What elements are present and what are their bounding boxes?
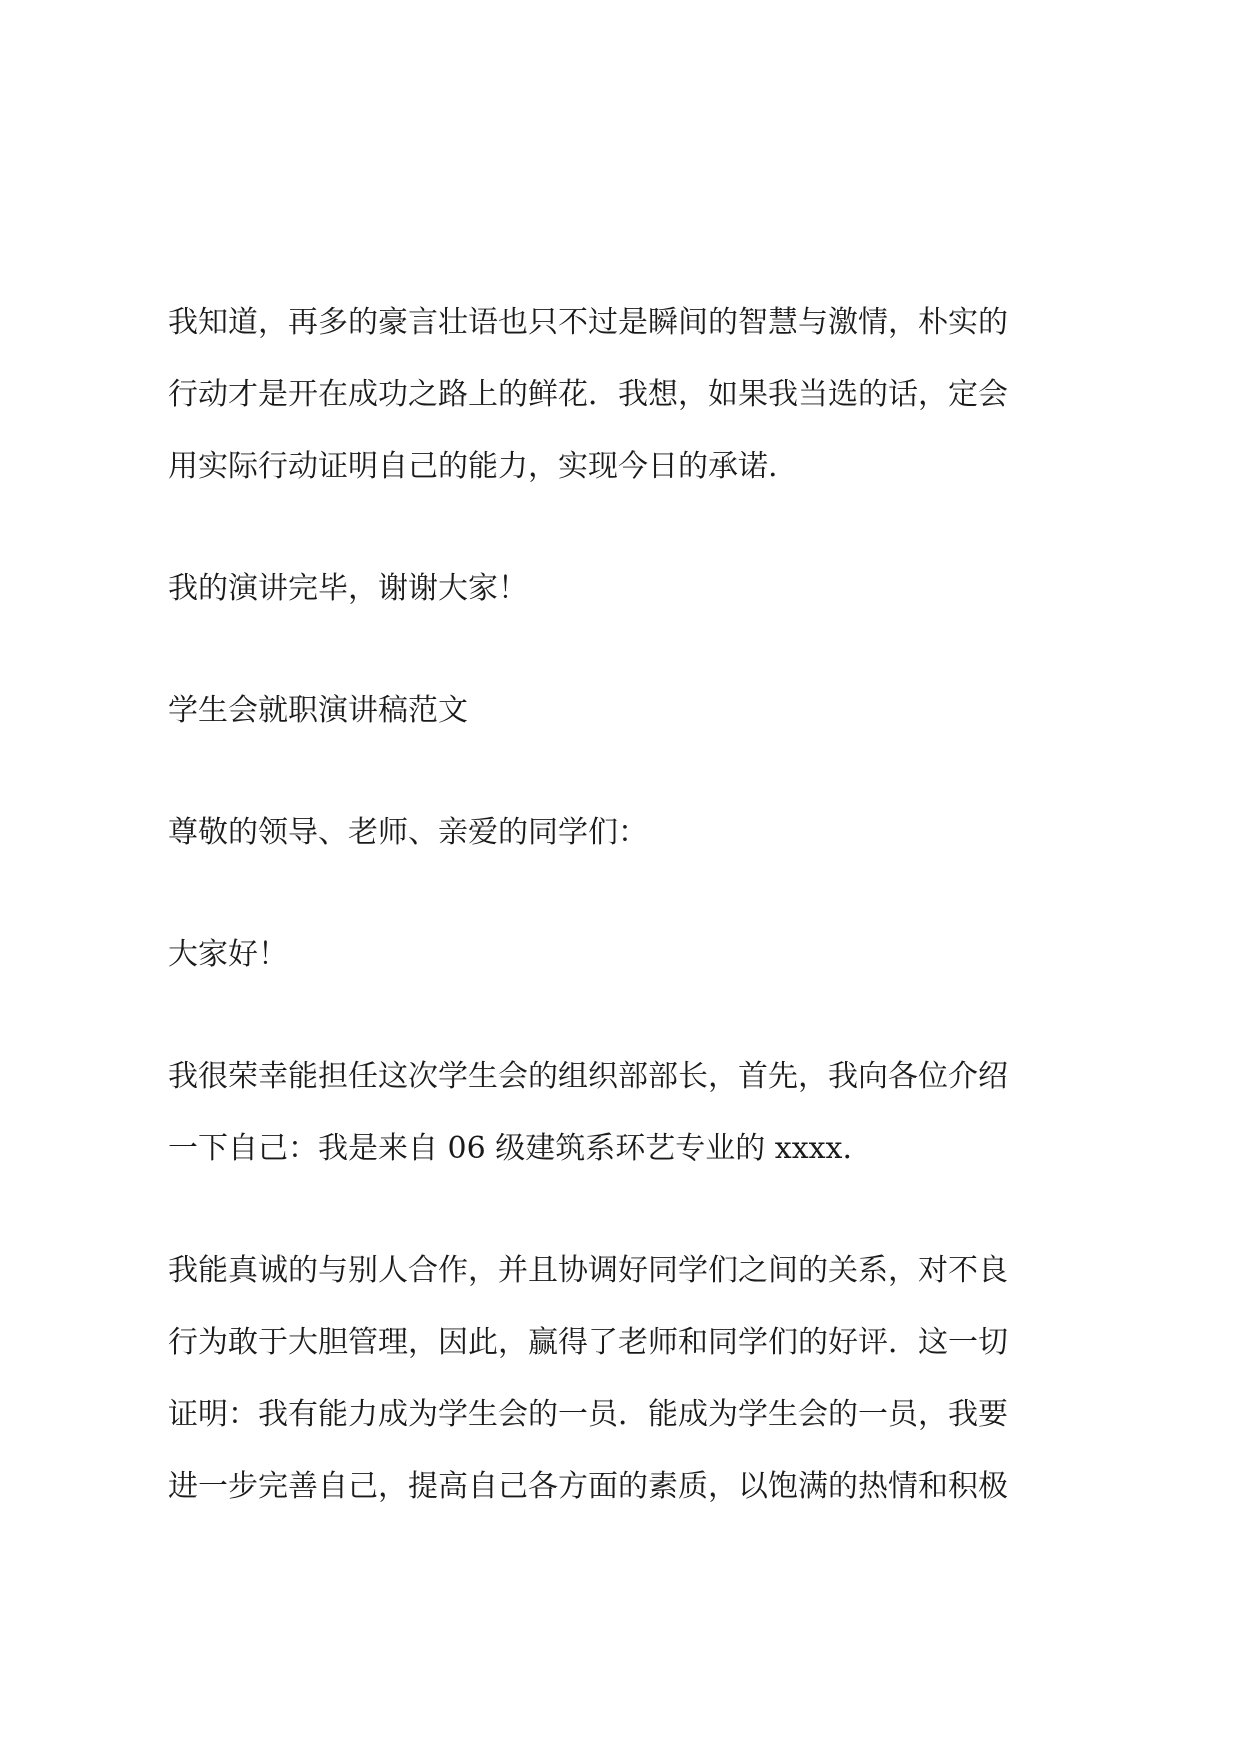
text-line: 我知道，再多的豪言壮语也只不过是瞬间的智慧与激情，朴实的 xyxy=(168,305,1008,340)
text-line: 进一步完善自己，提高自己各方面的素质，以饱满的热情和积极 xyxy=(168,1469,1008,1504)
paragraph-promise xyxy=(168,287,1098,503)
paragraph-introduction xyxy=(168,1041,1098,1185)
text-line: 行动才是开在成功之路上的鲜花．我想，如果我当选的话，定会 xyxy=(168,377,1008,412)
text-line: 用实际行动证明自己的能力，实现今日的承诺. xyxy=(168,449,778,484)
text-line: 行为敢于大胆管理，因此，赢得了老师和同学们的好评．这一切 xyxy=(168,1325,1008,1360)
text-line: 我的演讲完毕，谢谢大家！ xyxy=(168,571,528,606)
paragraph-greeting xyxy=(168,919,1098,991)
text-line: 尊敬的领导、老师、亲爱的同学们： xyxy=(168,815,648,850)
text-line: 学生会就职演讲稿范文 xyxy=(168,693,468,728)
text-line: 一下自己：我是来自 06 级建筑系环艺专业的 xxxx. xyxy=(168,1131,852,1166)
document-body xyxy=(168,287,1098,1523)
paragraph-qualifications xyxy=(168,1235,1098,1523)
paragraph-salutation xyxy=(168,797,1098,869)
text-line: 证明：我有能力成为学生会的一员．能成为学生会的一员，我要 xyxy=(168,1397,1008,1432)
text-line: 我很荣幸能担任这次学生会的组织部部长，首先，我向各位介绍 xyxy=(168,1059,1008,1094)
text-line: 我能真诚的与别人合作，并且协调好同学们之间的关系，对不良 xyxy=(168,1253,1008,1288)
section-title xyxy=(168,675,1098,747)
text-line: 大家好！ xyxy=(168,937,288,972)
paragraph-closing xyxy=(168,553,1098,625)
